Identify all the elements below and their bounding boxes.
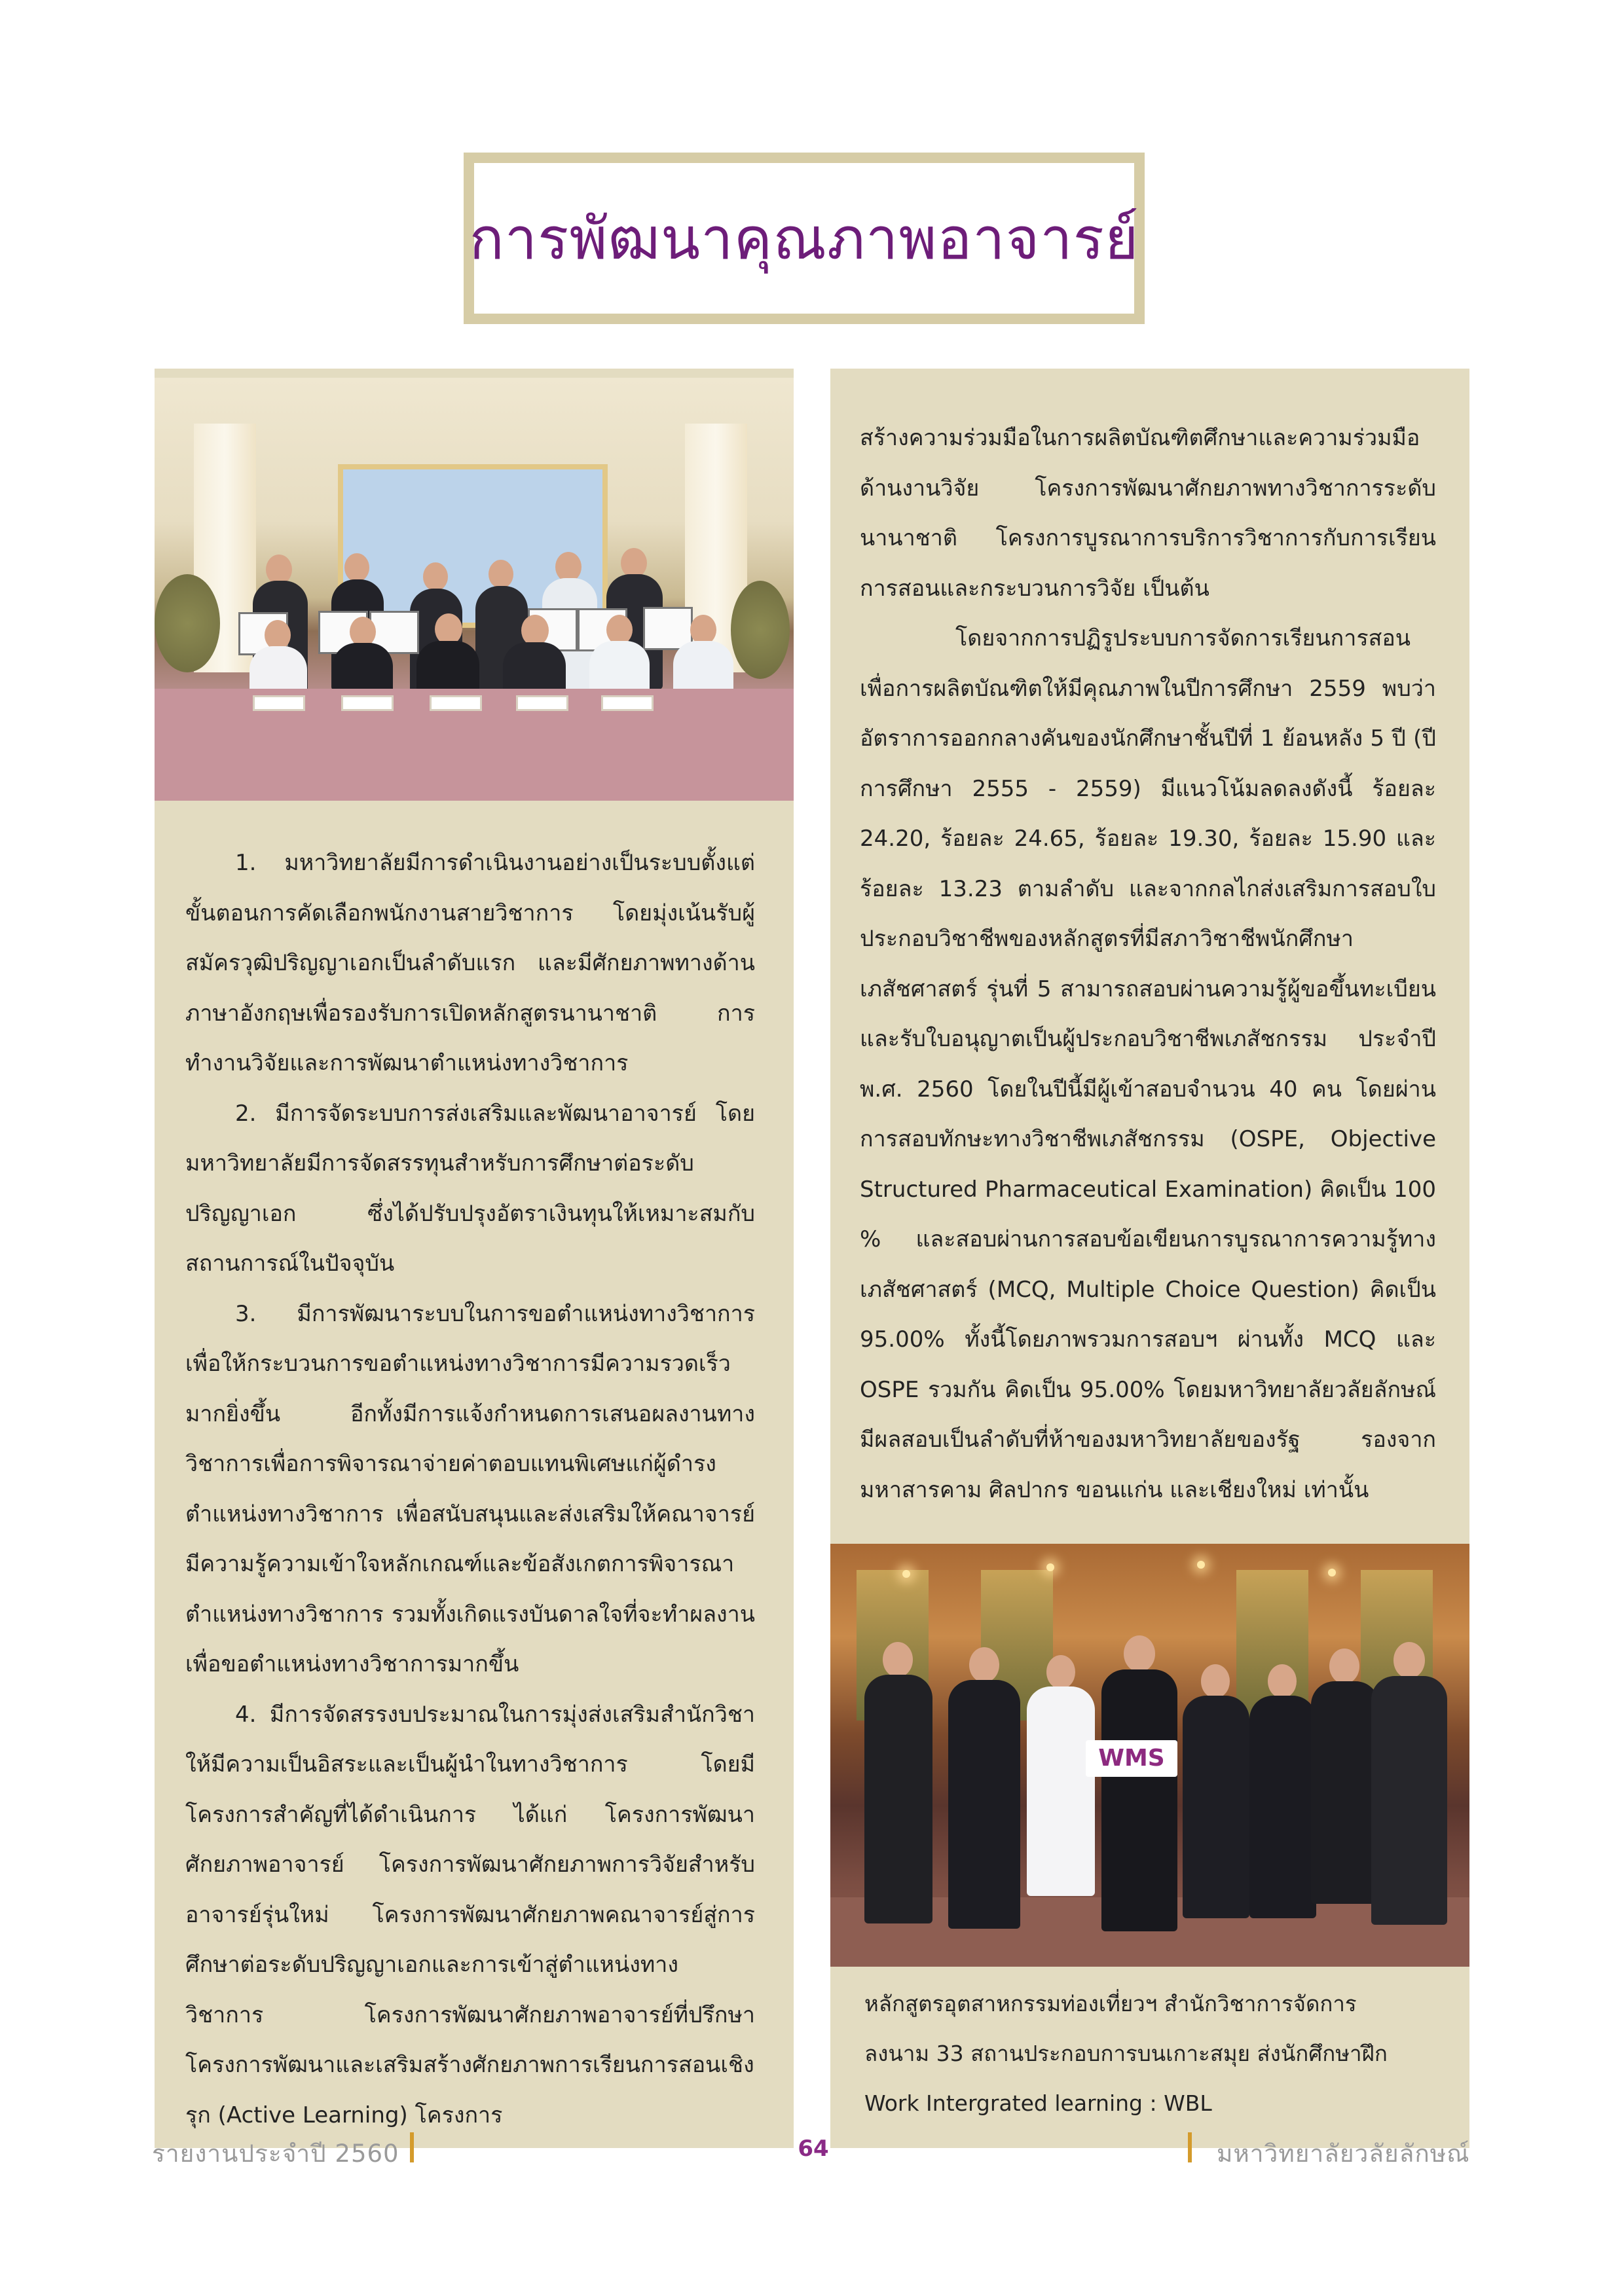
left-column-text (185, 838, 755, 2140)
person-head (344, 553, 369, 582)
person (1249, 1696, 1316, 1918)
right-column-text (860, 413, 1436, 1515)
person-head (1329, 1649, 1359, 1684)
person (864, 1675, 932, 1923)
paragraph: 4. มีการจัดสรรงบประมาณในการมุ่งส่งเสริมสำนักวิชาให้มีความเป็นอิสระและเป็นผู้นำในทางวิชาการ โดยมีโครงการสำคัญที่ได้ดำเนินการ ได้แก่ โครงการพัฒนาศักยภาพอาจารย์ โครงการพัฒนาศักยภาพการวิจัยสำหรับอาจารย์รุ่นใหม่ โครงการพัฒนาศักยภาพคณาจารย์สู่การศึกษาต่อระดับปริญญาเอกและการเข้าสู่ตำแหน่งทางวิชาการ โครงการพัฒนาศักยภาพอาจารย์ที่ปรึกษา โครงการพัฒนาและเสริมสร้างศักยภาพการเรียนการสอนเชิงรุก (Active Learning) โครงการ (185, 1701, 755, 2128)
name-sign (253, 695, 305, 711)
group-photo (830, 1544, 1469, 1967)
person-head (521, 615, 549, 646)
footer-divider (410, 2132, 414, 2162)
footer-report-title: รายงานประจำปี 2560 (152, 2140, 399, 2168)
person-head (1393, 1642, 1425, 1679)
name-sign (601, 695, 654, 711)
caption-line: หลักสูตรอุตสาหกรรมท่องเที่ยวฯ สำนักวิชาการจัดการ (864, 1991, 1357, 2016)
person (1183, 1696, 1249, 1918)
person-head (423, 562, 448, 591)
plant-left (155, 574, 220, 672)
person-head (1268, 1664, 1297, 1698)
footer-university-name: มหาวิทยาลัยวลัยลักษณ์ (1217, 2140, 1470, 2168)
person-head (1201, 1664, 1230, 1698)
person-head (969, 1647, 999, 1683)
plant-right (731, 581, 790, 679)
paragraph: 2. มีการจัดระบบการส่งเสริมและพัฒนาอาจารย์ โดยมหาวิทยาลัยมีการจัดสรรทุนสำหรับการศึกษาต่อระดับปริญญาเอก ซึ่งได้ปรับปรุงอัตราเงินทุนให้เหมาะสมกับสถานการณ์ในปัจจุบัน (185, 1100, 755, 1277)
person-head (489, 560, 513, 589)
name-sign (430, 695, 482, 711)
person (1101, 1669, 1177, 1931)
ceiling-lamp (902, 1570, 910, 1578)
person-head (1124, 1635, 1155, 1672)
person-head (1046, 1655, 1075, 1689)
person-head (883, 1642, 913, 1677)
ceiling-lamp (1046, 1563, 1054, 1571)
page-number: 64 (798, 2136, 829, 2162)
person (1371, 1676, 1447, 1925)
footer-divider (1188, 2132, 1192, 2162)
page-title: การพัฒนาคุณภาพอาจารย์ (469, 205, 1139, 272)
person (948, 1680, 1020, 1929)
signing-ceremony-photo (155, 378, 794, 801)
paragraph: 1. มหาวิทยาลัยมีการดำเนินงานอย่างเป็นระบบตั้งแต่ขั้นตอนการคัดเลือกพนักงานสายวิชาการ โดยมุ่งเน้นรับผู้สมัครวุฒิปริญญาเอกเป็นลำดับแรก และมีศักยภาพทางด้านภาษาอังกฤษเพื่อรองรับการเปิดหลักสูตรนานาชาติ การทำงานวิจัยและการพัฒนาตำแหน่งทางวิชาการ (185, 850, 755, 1076)
name-sign (341, 695, 394, 711)
photo-caption (864, 1979, 1454, 2128)
ceiling-lamp (1328, 1569, 1336, 1576)
person (1311, 1681, 1379, 1904)
paragraph: 3. มีการพัฒนาระบบในการขอตำแหน่งทางวิชาการ เพื่อให้กระบวนการขอตำแหน่งทางวิชาการมีความรวดเร็วมากยิ่งขึ้น อีกทั้งมีการแจ้งกำหนดการเสนอผลงานทางวิชาการเพื่อการพิจารณาจ่ายค่าตอบแทนพิเศษแก่ผู้ดำรงตำแหน่งทางวิชาการ เพื่อสนับสนุนและส่งเสริมให้คณาจารย์มีความรู้ความเข้าใจหลักเกณฑ์และข้อสังเกตการพิจารณาตำแหน่งทางวิชาการ รวมทั้งเกิดแรงบันดาลใจที่จะทำผลงานเพื่อขอตำแหน่งทางวิชาการมากขึ้น (185, 1300, 755, 1677)
paragraph: สร้างความร่วมมือในการผลิตบัณฑิตศึกษาและความร่วมมือด้านงานวิจัย โครงการพัฒนาศักยภาพทางวิชาการระดับนานาชาติ โครงการบูรณาการบริการวิชาการกับการเรียนการสอนและกระบวนการวิจัย เป็นต้น (860, 425, 1436, 602)
title-box (469, 163, 1139, 314)
ceiling-lamp (1197, 1561, 1205, 1569)
caption-line: Work Intergrated learning : WBL (864, 2090, 1212, 2116)
name-sign (516, 695, 568, 711)
person-head (435, 613, 462, 645)
caption-line: ลงนาม 33 สถานประกอบการบนเกาะสมุย ส่งนักศึกษาฝึก (864, 2041, 1388, 2066)
wms-logo-sign: WMS (1086, 1740, 1177, 1777)
paragraph: โดยจากการปฏิรูประบบการจัดการเรียนการสอนเพื่อการผลิตบัณฑิตให้มีคุณภาพในปีการศึกษา 2559 พบว่า อัตราการออกกลางคันของนักศึกษาชั้นปีที่ 1 ย้อนหลัง 5 ปี (ปีการศึกษา 2555 - 2559) มีแนวโน้มลดลงดังนี้ ร้อยละ 24.20, ร้อยละ 24.65, ร้อยละ 19.30, ร้อยละ 15.90 และร้อยละ 13.23 ตามลำดับ และจากกลไกส่งเสริมการสอบใบประกอบวิชาชีพของหลักสูตรที่มีสภาวิชาชีพนักศึกษาเภสัชศาสตร์ รุ่นที่ 5 สามารถสอบผ่านความรู้ผู้ขอขึ้นทะเบียนและรับใบอนุญาตเป็นผู้ประกอบวิชาชีพเภสัชกรรม ประจำปี พ.ศ. 2560 โดยในปีนี้มีผู้เข้าสอบจำนวน 40 คน โดยผ่านการสอบทักษะทางวิชาชีพเภสัชกรรม (OSPE, Objective Structured Pharmaceutical Examination) คิดเป็น 100 % และสอบผ่านการสอบข้อเขียนการบูรณาการความรู้ทางเภสัชศาสตร์ (MCQ, Multiple Choice Question) คิดเป็น 95.00% ทั้งนี้โดยภาพรวมการสอบฯ ผ่านทั้ง MCQ และ OSPE รวมกัน คิดเป็น 95.00% โดยมหาวิทยาลัยวลัยลักษณ์มีผลสอบเป็นลำดับที่ห้าของมหาวิทยาลัยของรัฐ รองจากมหาสารคาม ศิลปากร ขอนแก่น และเชียงใหม่ เท่านั้น (860, 625, 1436, 1503)
person (1027, 1686, 1095, 1896)
title-frame (464, 153, 1145, 324)
